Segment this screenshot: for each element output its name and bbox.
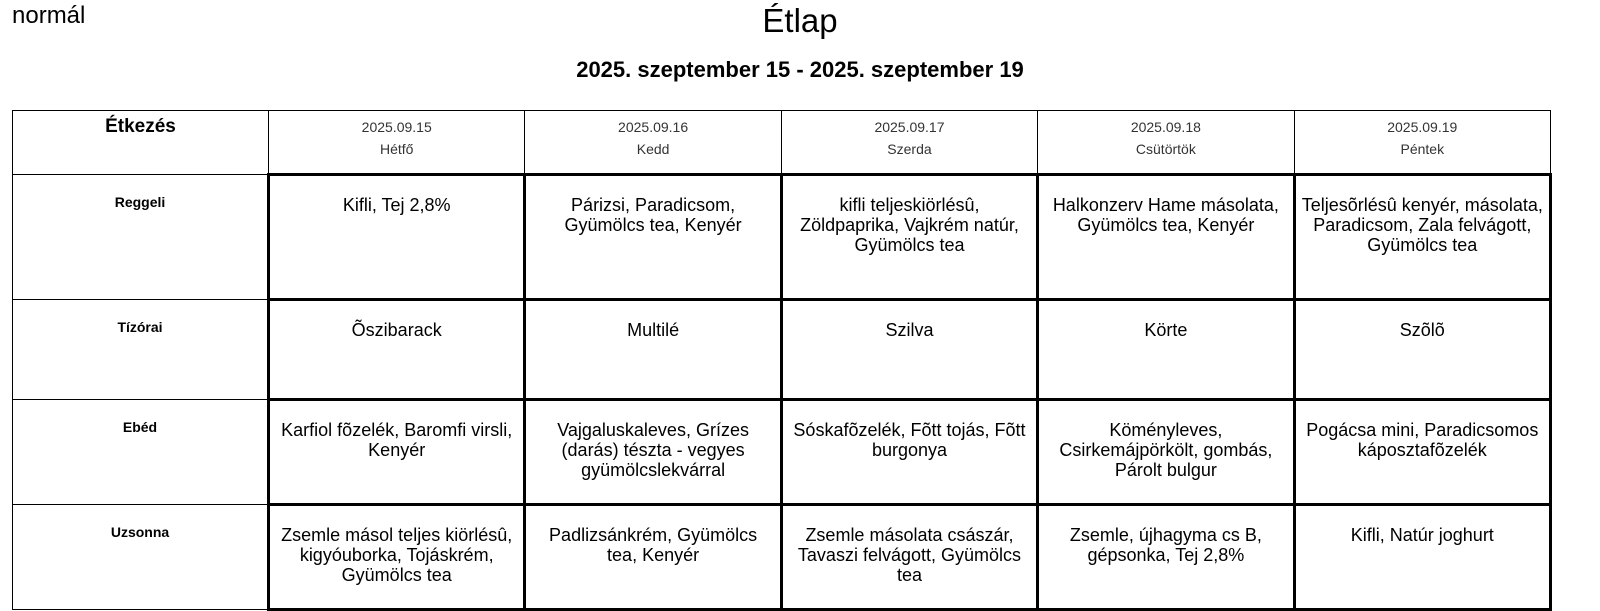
meal-name: Ebéd [13,400,269,505]
menu-item-text: Kifli, Tej 2,8% [342,195,451,215]
day-header-thursday [1038,111,1294,175]
menu-cell [1038,175,1294,300]
menu-item-text: Sóskafõzelék, Fõtt tojás, Fõtt burgonya [793,420,1026,460]
menu-item-text: Multilé [627,320,680,340]
meal-name: Uzsonna [13,505,269,610]
menu-item-text: Pogácsa mini, Paradicsomos káposztafõzelék [1306,420,1539,460]
menu-item-text: Õszibarack [351,320,442,340]
menu-cell [1038,400,1294,505]
menu-cell [269,400,525,505]
day-header-wednesday [781,111,1037,175]
day-name: Hétfő [379,141,414,157]
menu-cell [1038,300,1294,400]
menu-cell [1294,505,1550,610]
menu-cell [1294,300,1550,400]
menu-item-text: Teljesõrlésû kenyér, másolata, Paradicsom, Zala felvágott, Gyümölcs tea [1301,195,1543,255]
menu-item-text: Köményleves, Csirkemájpörkölt, gombás, Párolt bulgur [1059,420,1273,480]
menu-cell [781,300,1037,400]
menu-item-text: Karfiol fõzelék, Baromfi virsli, Kenyér [281,420,513,460]
menu-item-text: Kifli, Natúr joghurt [1350,525,1494,545]
day-name: Péntek [1400,141,1445,157]
meal-column-header: Étkezés [13,111,269,175]
day-header-friday [1294,111,1550,175]
menu-item-text: Szõlõ [1399,320,1445,340]
day-date: 2025.09.19 [1387,119,1458,135]
day-name: Csütörtök [1135,141,1196,157]
day-header-tuesday [525,111,781,175]
menu-cell [525,300,781,400]
menu-cell [1294,400,1550,505]
day-name: Kedd [636,141,670,157]
menu-cell [525,400,781,505]
menu-cell [269,175,525,300]
menu-cell [1294,175,1550,300]
menu-item-text: Vajgaluskaleves, Grízes (darás) tészta - vegyes gyümölcslekvárral [557,420,749,480]
date-range: 2025. szeptember 15 - 2025. szeptember 19 [576,57,1024,82]
menu-cell [525,505,781,610]
menu-item-text: Szilva [885,320,934,340]
day-date: 2025.09.16 [618,119,689,135]
menu-item-text: Halkonzerv Hame másolata, Gyümölcs tea, Kenyér [1052,195,1279,235]
menu-cell [1038,505,1294,610]
menu-item-text: Zsemle másolata császár, Tavaszi felvágott, Gyümölcs tea [797,525,1022,585]
day-date: 2025.09.15 [361,119,432,135]
day-date: 2025.09.17 [874,119,945,135]
meal-row-ebed [13,400,1551,505]
menu-cell [525,175,781,300]
menu-table [12,110,1552,611]
menu-cell [781,505,1037,610]
menu-item-text: Padlizsánkrém, Gyümölcs tea, Kenyér [549,525,758,565]
header-row [13,111,1551,175]
page-title: Étlap [762,2,838,39]
menu-cell [781,400,1037,505]
menu-cell [781,175,1037,300]
diet-label: normál [12,2,86,29]
meal-name: Tízórai [13,300,269,400]
menu-item-text: kifli teljeskiörlésû, Zöldpaprika, Vajkrém natúr, Gyümölcs tea [800,195,1019,255]
menu-item-text: Zsemle, újhagyma cs B, gépsonka, Tej 2,8% [1069,525,1262,565]
menu-cell [269,505,525,610]
meal-row-tizorai [13,300,1551,400]
menu-item-text: Párizsi, Paradicsom, Gyümölcs tea, Kenyér [564,195,742,235]
meal-name: Reggeli [13,175,269,300]
meal-row-reggeli [13,175,1551,300]
meal-row-uzsonna [13,505,1551,610]
day-name: Szerda [887,141,932,157]
menu-item-text: Körte [1144,320,1188,340]
day-date: 2025.09.18 [1130,119,1201,135]
day-header-monday [269,111,525,175]
menu-item-text: Zsemle másol teljes kiörlésû, kigyóuborka, Tojáskrém, Gyümölcs tea [281,525,513,585]
menu-cell [269,300,525,400]
